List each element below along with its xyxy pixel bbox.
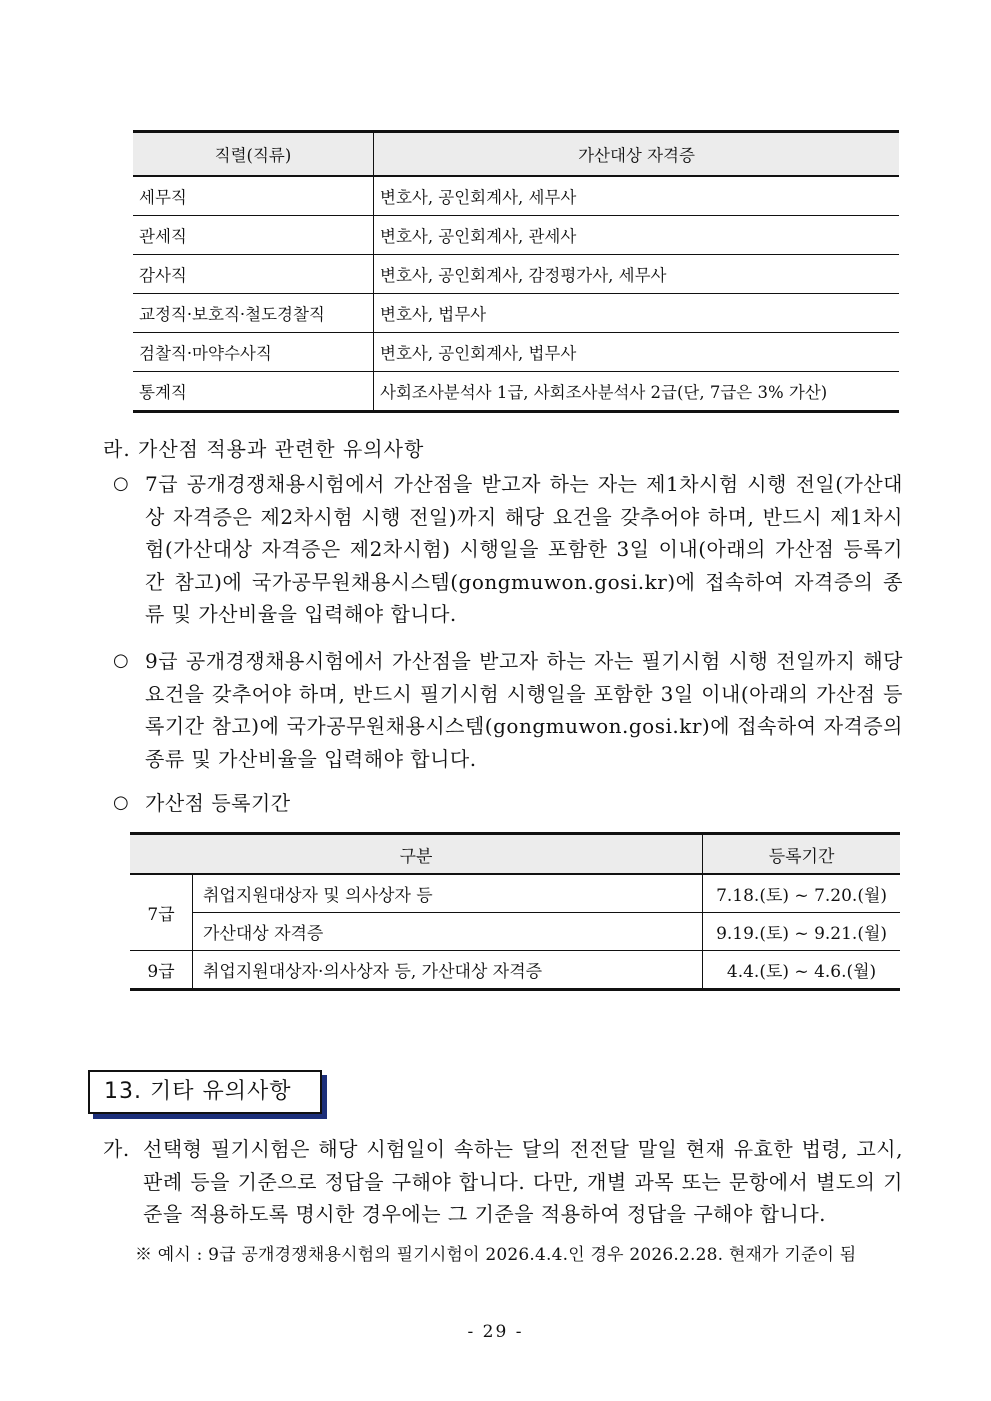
job-series-cell: 감사직: [133, 255, 374, 294]
ga-text: 선택형 필기시험은 해당 시험일이 속하는 달의 전전달 말일 현재 유효한 법령, 고시, 판례 등을 기준으로 정답을 구해야 합니다. 다만, 개별 과목 또는 문항에서 별도의 기준을 적용하도록 명시한 경우에는 그 기준을 적용하여 정답을 구해야 합니다.: [143, 1137, 903, 1226]
period-cell: 7.18.(토) ~ 7.20.(월): [703, 874, 900, 913]
bullet-paragraph-grade7: [113, 468, 903, 631]
bullet-paragraph-grade9: [113, 645, 903, 775]
circle-bullet-icon: ○: [113, 650, 130, 671]
certificate-cell: 변호사, 법무사: [374, 294, 900, 333]
table-row: [133, 372, 899, 412]
table-row: [130, 874, 900, 913]
grade-cell: 9급: [130, 951, 193, 990]
category-cell: 가산대상 자격증: [193, 913, 703, 951]
table-header-row: [130, 834, 900, 875]
category-cell: 취업지원대상자 및 의사상자 등: [193, 874, 703, 913]
header-job-series: 직렬(직류): [133, 132, 374, 177]
ga-marker: 가.: [103, 1137, 130, 1161]
period-cell: 9.19.(토) ~ 9.21.(월): [703, 913, 900, 951]
table-row: [133, 255, 899, 294]
section-13-heading: [88, 1070, 322, 1114]
bullet-text: 7급 공개경쟁채용시험에서 가산점을 받고자 하는 자는 제1차시험 시행 전일(가산대상 자격증은 제2차시험 시행 전일)까지 해당 요건을 갖추어야 하며, 반드시 제1차시험(가산대상 자격증은 제2차시험) 시행일을 포함한 3일 이내(아래의 가산점 등록기간 참고)에 국가공무원채용시스템(gongmuwon.gosi.kr)에 접속하여 자격증의 종류 및 가산비율을 입력해야 합니다.: [145, 472, 903, 626]
certificate-cell: 변호사, 공인회계사, 세무사: [374, 176, 900, 216]
grade-cell: 7급: [130, 874, 193, 951]
certificate-cell: 변호사, 공인회계사, 감정평가사, 세무사: [374, 255, 900, 294]
job-series-cell: 교정직·보호직·철도경찰직: [133, 294, 374, 333]
header-category: 구분: [130, 834, 703, 875]
header-certificates: 가산대상 자격증: [374, 132, 900, 177]
job-series-cell: 세무직: [133, 176, 374, 216]
job-series-cell: 관세직: [133, 216, 374, 255]
section-13-title: 13. 기타 유의사항: [104, 1079, 292, 1104]
circle-bullet-icon: ○: [113, 473, 130, 494]
example-note: ※ 예시 : 9급 공개경쟁채용시험의 필기시험이 2026.4.4.인 경우 2026.2.28. 현재가 기준이 됨: [135, 1245, 857, 1265]
section-13-ga-paragraph: [103, 1133, 903, 1231]
certificate-cell: 사회조사분석사 1급, 사회조사분석사 2급(단, 7급은 3% 가산): [374, 372, 900, 412]
table-row: [130, 913, 900, 951]
table-row: [133, 333, 899, 372]
bonus-certificate-table: [133, 130, 899, 413]
page-number: - 29 -: [467, 1322, 524, 1342]
table-row: [133, 294, 899, 333]
job-series-cell: 검찰직·마약수사직: [133, 333, 374, 372]
bullet-paragraph-registration: [113, 787, 903, 820]
job-series-cell: 통계직: [133, 372, 374, 412]
table-header-row: [133, 132, 899, 177]
certificate-cell: 변호사, 공인회계사, 관세사: [374, 216, 900, 255]
certificate-cell: 변호사, 공인회계사, 법무사: [374, 333, 900, 372]
circle-bullet-icon: ○: [113, 792, 130, 813]
section-ra-heading: 라. 가산점 적용과 관련한 유의사항: [103, 437, 425, 461]
period-cell: 4.4.(토) ~ 4.6.(월): [703, 951, 900, 990]
table-row: [130, 951, 900, 990]
category-cell: 취업지원대상자·의사상자 등, 가산대상 자격증: [193, 951, 703, 990]
bullet-text: 가산점 등록기간: [145, 791, 291, 815]
table-row: [133, 216, 899, 255]
bullet-text: 9급 공개경쟁채용시험에서 가산점을 받고자 하는 자는 필기시험 시행 전일까지 해당 요건을 갖추어야 하며, 반드시 필기시험 시행일을 포함한 3일 이내(아래의 가산점 등록기간 참고)에 국가공무원채용시스템(gongmuwon.gosi.kr)에 접속하여 자격증의 종류 및 가산비율을 입력해야 합니다.: [145, 649, 903, 771]
header-period: 등록기간: [703, 834, 900, 875]
table-row: [133, 176, 899, 216]
registration-period-table: [130, 832, 900, 991]
